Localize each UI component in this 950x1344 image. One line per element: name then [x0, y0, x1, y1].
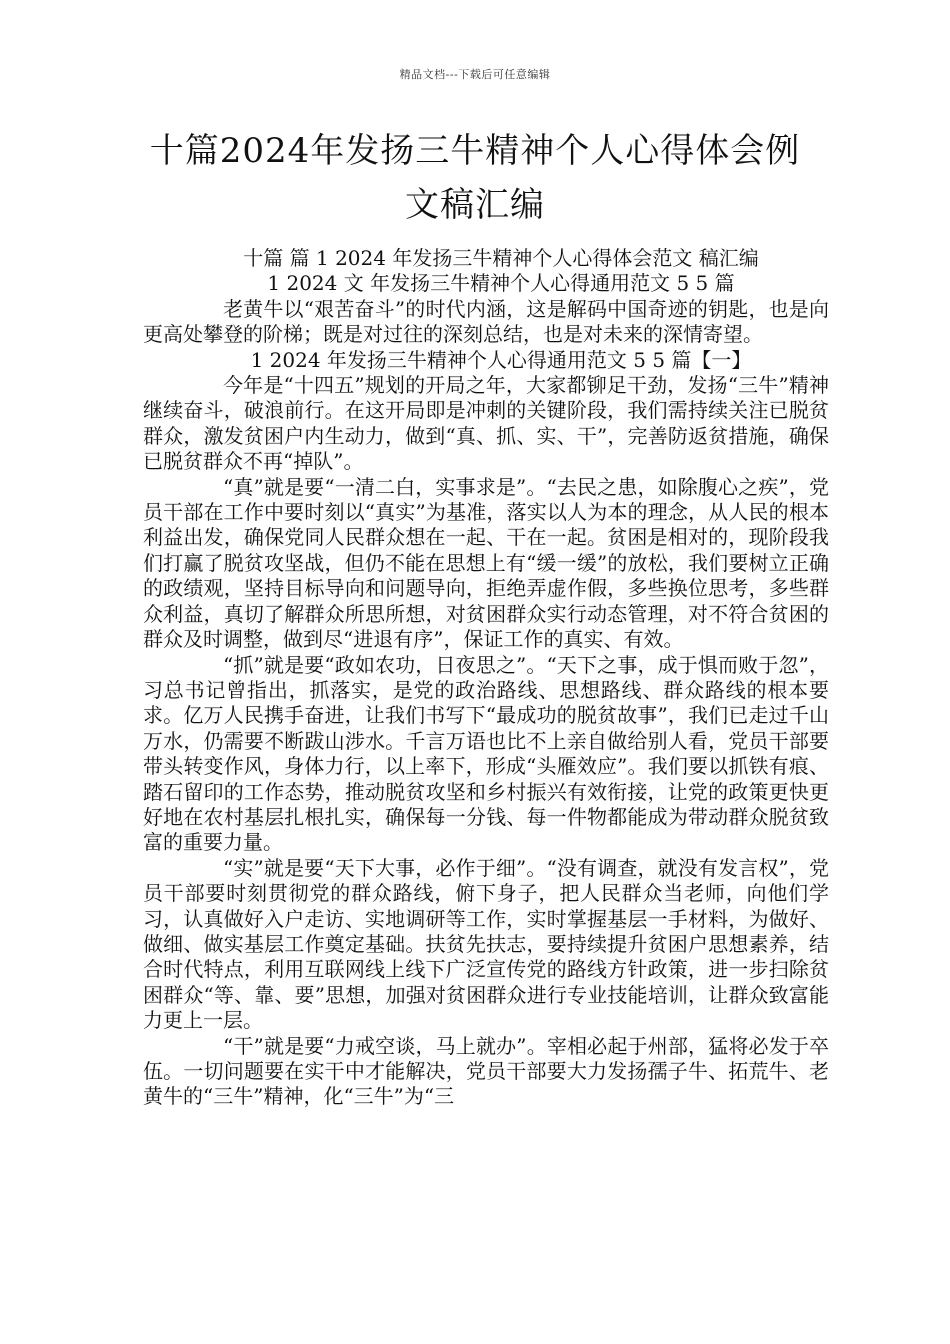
- paragraph-intro: 老黄牛以“艰苦奋斗”的时代内涵，这是解码中国奇迹的钥匙，也是向更高处攀登的阶梯；既是对过往的深刻总结，也是对未来的深情寄望。: [143, 296, 829, 347]
- paragraph-opening: 今年是“十四五”规划的开局之年，大家都铆足干劲，发扬“三牛”精神继续奋斗，破浪前行。在这开局即是冲刺的关键阶段，我们需持续关注已脱贫群众，激发贫困户内生动力，做到“真、抓、实、干”，完善防返贫措施，确保已脱贫群众不再“掉队”。: [143, 373, 829, 474]
- document-body: [143, 246, 829, 1110]
- paragraph-zhen: “真”就是要“一清二白，实事求是”。“去民之患，如除腹心之疾”，党员干部在工作中要时刻以“真实”为基准，落实以人为本的理念，从人民的根本利益出发，确保党同人民群众想在一起、干在一起。贫困是相对的，现阶段我们打赢了脱贫攻坚战，但仍不能在思想上有“缓一缓”的放松，我们要树立正确的政绩观，坚持目标导向和问题导向，拒绝弄虚作假，多些换位思考，多些群众利益，真切了解群众所思所想，对贫困群众实行动态管理，对不符合贫困的群众及时调整，做到尽“进退有序”，保证工作的真实、有效。: [143, 474, 829, 652]
- document-title: [120, 124, 830, 232]
- section-heading: 1 2024 年发扬三牛精神个人心得通用范文 5 5 篇【一】: [250, 347, 752, 372]
- paragraph-shi: “实”就是要“天下大事，必作于细”。“没有调查，就没有发言权”，党员干部要时刻贯彻党的群众路线，俯下身子，把人民群众当老师，向他们学习，认真做好入户走访、实地调研等工作，实时掌握基层一手材料，为做好、做细、做实基层工作奠定基础。扶贫先扶志，要持续提升贫困户思想素养，结合时代特点，利用互联网线上线下广泛宣传党的路线方针政策，进一步扫除贫困群众“等、靠、要”思想，加强对贫困群众进行专业技能培训，让群众致富能力更上一层。: [143, 855, 829, 1033]
- subtitle-line-2: 1 2024 文 年发扬三牛精神个人心得通用范文 5 5 篇: [267, 271, 735, 296]
- header-note: 精品文档---下载后可任意编辑: [399, 68, 551, 81]
- title-line-2: 文稿汇编: [405, 185, 545, 225]
- paragraph-gan: “干”就是要“力戒空谈，马上就办”。宰相必起于州部，猛将必发于卒伍。一切问题要在实干中才能解决，党员干部要大力发扬孺子牛、拓荒牛、老黄牛的“三牛”精神，化“三牛”为“三: [143, 1033, 829, 1109]
- title-line-1: 十篇2024年发扬三牛精神个人心得体会例: [149, 131, 801, 171]
- subtitle-line-1: 十篇 篇 1 2024 年发扬三牛精神个人心得体会范文 稿汇编: [243, 246, 759, 270]
- paragraph-zhua: “抓”就是要“政如农功，日夜思之”。“天下之事，成于惧而败于忽”，习总书记曾指出，抓落实，是党的政治路线、思想路线、群众路线的根本要求。亿万人民携手奋进，让我们书写下“最成功的脱贫故事”，我们已走过千山万水，仍需要不断跋山涉水。千言万语也比不上亲自做给别人看，党员干部要带头转变作风，身体力行，以上率下，形成“头雁效应”。我们要以抓铁有痕、踏石留印的工作态势，推动脱贫攻坚和乡村振兴有效衔接，让党的政策更快更好地在农村基层扎根扎实，确保每一分钱、每一件物都能成为带动群众脱贫致富的重要力量。: [143, 652, 829, 855]
